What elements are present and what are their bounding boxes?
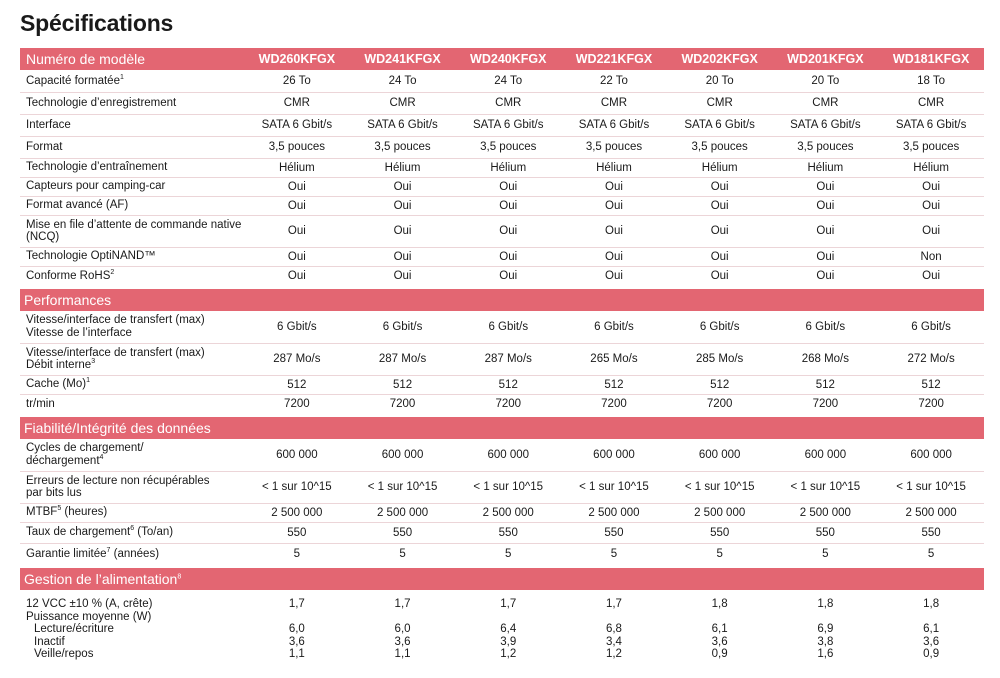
row-label <box>20 343 244 375</box>
model-name: WD181KFGX <box>878 48 984 70</box>
spec-value: SATA 6 Gbit/s <box>878 114 984 136</box>
power-value: 6,9 <box>817 623 834 636</box>
row-label-line2: déchargement <box>26 454 100 467</box>
spec-value: 5 <box>822 547 829 560</box>
spec-value: 512 <box>561 375 667 394</box>
row-label <box>20 375 244 394</box>
spec-value: 3,5 pouces <box>667 136 773 158</box>
spec-value: Oui <box>455 215 561 247</box>
row-label-text: Capteurs pour camping-car <box>26 180 166 193</box>
spec-value: Oui <box>561 196 667 215</box>
power-value: 6,1 <box>711 623 728 636</box>
power-values <box>773 590 879 661</box>
spec-value: Oui <box>816 269 835 282</box>
power-values <box>244 590 350 661</box>
row-label-text: Mise en file d’attente de commande native (NCQ) <box>26 218 242 243</box>
spec-row <box>20 247 984 266</box>
row-label <box>20 394 244 413</box>
power-value: 6,1 <box>923 623 940 636</box>
spec-value: 6 Gbit/s <box>667 311 773 343</box>
model-name: WD202KFGX <box>667 48 773 70</box>
row-label <box>20 247 244 266</box>
spec-value: 2 500 000 <box>878 503 984 522</box>
power-values <box>878 590 984 661</box>
spec-value: 287 Mo/s <box>350 343 456 375</box>
row-label <box>20 196 244 215</box>
spec-value: Hélium <box>773 158 879 177</box>
spec-value: Hélium <box>561 158 667 177</box>
spec-value: 3,5 pouces <box>244 136 350 158</box>
row-label-text: Interface <box>26 118 71 131</box>
row-label <box>20 136 244 158</box>
spec-row <box>20 114 984 136</box>
power-value: 1,8 <box>711 598 728 610</box>
spec-value: 285 Mo/s <box>667 343 773 375</box>
spec-value: 5 <box>293 547 301 560</box>
power-value: 3,4 <box>605 635 622 648</box>
spec-value: SATA 6 Gbit/s <box>667 114 773 136</box>
spec-value: CMR <box>878 92 984 114</box>
spec-value: 2 500 000 <box>773 503 879 522</box>
spec-value: 5 <box>399 547 406 560</box>
power-label: Veille/repos <box>34 648 94 661</box>
spec-value: 287 Mo/s <box>244 343 350 375</box>
spec-row <box>20 92 984 114</box>
spec-value: Oui <box>244 247 350 266</box>
spec-value: SATA 6 Gbit/s <box>455 114 561 136</box>
spec-value: Oui <box>244 196 350 215</box>
power-row <box>20 590 984 661</box>
model-name: WD260KFGX <box>244 48 350 70</box>
spec-value: Oui <box>773 215 879 247</box>
row-label <box>20 177 244 196</box>
power-value <box>561 611 667 624</box>
row-label-text: Technologie d’enregistrement <box>26 96 177 109</box>
model-header-row <box>20 48 984 70</box>
spec-value: 7200 <box>706 397 733 410</box>
spec-row <box>20 471 984 503</box>
spec-value: Oui <box>350 196 456 215</box>
spec-value: 600 000 <box>244 439 350 471</box>
spec-row <box>20 215 984 247</box>
spec-value: CMR <box>350 92 456 114</box>
section-header <box>20 417 984 439</box>
spec-value: 26 To <box>244 70 350 92</box>
footnote-marker: 1 <box>119 73 124 81</box>
row-label <box>20 114 244 136</box>
spec-value: 2 500 000 <box>561 503 667 522</box>
spec-value: Oui <box>773 247 879 266</box>
spec-value: 6 Gbit/s <box>773 311 879 343</box>
power-value: 3,8 <box>817 635 834 648</box>
row-label-text: Vitesse/interface de transfert (max) <box>26 346 205 359</box>
spec-value: 3,5 pouces <box>773 136 879 158</box>
power-value <box>878 611 984 624</box>
spec-value: 268 Mo/s <box>773 343 879 375</box>
spec-value: 2 500 000 <box>455 503 561 522</box>
spec-row <box>20 394 984 413</box>
power-labels <box>20 590 244 661</box>
power-value: 1,7 <box>288 598 305 610</box>
power-label: Inactif <box>34 635 65 648</box>
spec-value: Oui <box>922 269 941 282</box>
row-label-text: Format avancé (AF) <box>26 199 129 212</box>
spec-value: SATA 6 Gbit/s <box>773 114 879 136</box>
spec-value: 2 500 000 <box>350 503 456 522</box>
spec-value: Oui <box>561 247 667 266</box>
spec-value: 7200 <box>918 397 944 410</box>
power-value: 1,8 <box>923 598 940 610</box>
row-label-text: Technologie OptiNAND™ <box>26 250 156 263</box>
row-label-text: Vitesse/interface de transfert (max) <box>26 314 205 327</box>
spec-value: 6 Gbit/s <box>561 311 667 343</box>
spec-row <box>20 343 984 375</box>
power-value: 3,6 <box>923 635 940 648</box>
spec-row <box>20 311 984 343</box>
spec-value: 272 Mo/s <box>878 343 984 375</box>
power-value: 1,2 <box>605 648 622 661</box>
spec-value: 3,5 pouces <box>561 136 667 158</box>
power-value: 1,6 <box>817 648 834 661</box>
model-name: WD241KFGX <box>350 48 456 70</box>
page-title: Spécifications <box>20 10 174 36</box>
row-label <box>20 70 244 92</box>
spec-value: 265 Mo/s <box>561 343 667 375</box>
spec-value: 3,5 pouces <box>350 136 456 158</box>
footnote-marker: 6 <box>130 525 135 533</box>
power-value <box>667 611 773 624</box>
power-value: 1,1 <box>288 648 305 661</box>
spec-value: 512 <box>244 375 350 394</box>
spec-row <box>20 543 984 564</box>
spec-value: 7200 <box>601 397 627 410</box>
spec-value: 5 <box>716 547 723 560</box>
spec-value: 24 To <box>455 70 561 92</box>
section-title <box>20 289 984 311</box>
spec-value: Hélium <box>455 158 561 177</box>
spec-value: Oui <box>773 196 879 215</box>
row-label-text: tr/min <box>26 397 55 410</box>
power-value: 6,0 <box>394 623 411 636</box>
row-label <box>20 503 244 522</box>
power-value: 3,6 <box>394 635 411 648</box>
spec-value: Oui <box>667 215 773 247</box>
row-label-suffix: (années) <box>110 547 160 560</box>
section-title <box>20 417 984 439</box>
spec-value: Non <box>878 247 984 266</box>
spec-value: 512 <box>773 375 879 394</box>
power-value <box>773 611 879 624</box>
power-label: Puissance moyenne (W) <box>26 610 152 623</box>
spec-value: SATA 6 Gbit/s <box>350 114 456 136</box>
power-value <box>350 611 456 624</box>
spec-value: 7200 <box>812 397 839 410</box>
power-value: 0,9 <box>923 648 940 661</box>
model-name: WD221KFGX <box>561 48 667 70</box>
row-label-suffix: (To/an) <box>134 526 174 539</box>
section-title-text: Fiabilité/Intégrité des données <box>24 420 211 436</box>
spec-value: < 1 sur 10^15 <box>667 471 773 503</box>
spec-value: 600 000 <box>878 439 984 471</box>
spec-value: Oui <box>667 177 773 196</box>
spec-value: 6 Gbit/s <box>455 311 561 343</box>
spec-value: 600 000 <box>561 439 667 471</box>
spec-value: 512 <box>350 375 456 394</box>
row-label-text: Garantie limitée <box>26 547 107 560</box>
spec-value: Oui <box>455 196 561 215</box>
spec-value: SATA 6 Gbit/s <box>561 114 667 136</box>
row-label <box>20 522 244 543</box>
spec-value: Oui <box>244 177 350 196</box>
spec-table-body <box>20 48 984 661</box>
row-label-text: Format <box>26 140 63 153</box>
spec-value: Oui <box>350 247 456 266</box>
power-value: 1,7 <box>605 598 622 610</box>
spec-value: 7200 <box>389 397 416 410</box>
spec-value: 550 <box>350 522 456 543</box>
power-value: 1,7 <box>500 598 517 610</box>
power-values <box>667 590 773 661</box>
footnote-marker: 7 <box>106 546 111 554</box>
section-header <box>20 568 984 590</box>
spec-value: < 1 sur 10^15 <box>244 471 350 503</box>
spec-value: CMR <box>667 92 773 114</box>
row-label <box>20 543 244 564</box>
power-value: 0,9 <box>711 648 728 661</box>
spec-value: < 1 sur 10^15 <box>561 471 667 503</box>
spec-value: 600 000 <box>455 439 561 471</box>
spec-value: 7200 <box>495 397 522 410</box>
spec-value: 20 To <box>773 70 879 92</box>
power-value: 1,1 <box>394 648 411 661</box>
spec-value: Oui <box>878 196 984 215</box>
spec-value: SATA 6 Gbit/s <box>244 114 350 136</box>
row-label <box>20 266 244 285</box>
spec-value: 550 <box>244 522 350 543</box>
spec-row <box>20 196 984 215</box>
row-label-line2: Vitesse de l’interface <box>26 326 132 339</box>
spec-value: < 1 sur 10^15 <box>878 471 984 503</box>
power-value: 6,4 <box>500 623 517 636</box>
spec-value: Hélium <box>244 158 350 177</box>
spec-value: 600 000 <box>667 439 773 471</box>
spec-value: 5 <box>610 547 618 560</box>
footnote-marker: 5 <box>57 505 62 513</box>
spec-value: Oui <box>455 247 561 266</box>
spec-value: 20 To <box>667 70 773 92</box>
spec-value: CMR <box>773 92 879 114</box>
spec-value: Oui <box>605 269 623 282</box>
spec-value: Oui <box>667 247 773 266</box>
spec-value: 512 <box>455 375 561 394</box>
spec-value: 512 <box>878 375 984 394</box>
spec-row <box>20 158 984 177</box>
model-header-label: Numéro de modèle <box>20 48 244 70</box>
spec-value: 287 Mo/s <box>455 343 561 375</box>
row-label <box>20 92 244 114</box>
spec-value: 18 To <box>878 70 984 92</box>
section-title-text: Performances <box>24 292 112 308</box>
spec-value: 2 500 000 <box>667 503 773 522</box>
spec-value: 6 Gbit/s <box>878 311 984 343</box>
power-value: 1,8 <box>817 598 834 610</box>
spec-value: < 1 sur 10^15 <box>350 471 456 503</box>
row-label <box>20 158 244 177</box>
spec-value: CMR <box>561 92 667 114</box>
spec-row <box>20 439 984 471</box>
spec-value: 600 000 <box>350 439 456 471</box>
row-label <box>20 471 244 503</box>
spec-row <box>20 266 984 285</box>
spec-value: Oui <box>393 269 412 282</box>
spec-value: 550 <box>455 522 561 543</box>
spec-value: Hélium <box>878 158 984 177</box>
power-value <box>455 611 561 624</box>
spec-row <box>20 136 984 158</box>
row-label-text: Erreurs de lecture non récupérables <box>26 474 210 487</box>
spec-value: Hélium <box>350 158 456 177</box>
spec-value: Oui <box>244 215 350 247</box>
row-label-suffix: (heures) <box>61 506 108 519</box>
spec-value: 550 <box>561 522 667 543</box>
spec-value: 5 <box>927 547 935 560</box>
footnote-marker: 8 <box>177 573 182 581</box>
spec-value: 2 500 000 <box>244 503 350 522</box>
spec-value: Hélium <box>667 158 773 177</box>
section-title <box>20 568 984 590</box>
row-label-line2: Débit interne <box>26 359 92 371</box>
power-value: 6,0 <box>288 623 305 636</box>
power-value: 6,8 <box>605 623 622 636</box>
power-label: 12 VCC ±10 % (A, crête) <box>26 598 153 610</box>
model-name: WD240KFGX <box>455 48 561 70</box>
spec-value: Oui <box>350 215 456 247</box>
spec-value: CMR <box>244 92 350 114</box>
footnote-marker: 3 <box>91 358 96 366</box>
power-value <box>244 611 350 624</box>
spec-value: 7200 <box>284 397 310 410</box>
row-label-text: Conforme RoHS <box>26 269 111 282</box>
spec-value: 6 Gbit/s <box>350 311 456 343</box>
spec-value: < 1 sur 10^15 <box>455 471 561 503</box>
spec-value: Oui <box>667 196 773 215</box>
spec-value: 3,5 pouces <box>878 136 984 158</box>
row-label-text: Cycles de chargement/ <box>26 442 144 455</box>
spec-value: 512 <box>667 375 773 394</box>
power-value: 1,2 <box>500 648 517 661</box>
row-label-text: Capacité formatée <box>26 74 120 87</box>
spec-value: Oui <box>287 269 306 282</box>
power-label: Lecture/écriture <box>34 623 114 636</box>
spec-value: 6 Gbit/s <box>244 311 350 343</box>
row-label <box>20 311 244 343</box>
spec-value: 550 <box>773 522 879 543</box>
spec-value: Oui <box>878 215 984 247</box>
footnote-marker: 4 <box>99 453 104 461</box>
model-name: WD201KFGX <box>773 48 879 70</box>
spec-row <box>20 503 984 522</box>
spec-value: 550 <box>878 522 984 543</box>
row-label-line2: par bits lus <box>26 487 82 499</box>
spec-value: Oui <box>499 269 518 282</box>
power-value: 3,9 <box>500 635 517 648</box>
spec-value: 5 <box>505 547 512 560</box>
spec-row <box>20 522 984 543</box>
row-label-text: Cache (Mo) <box>26 378 87 391</box>
spec-table <box>20 48 984 661</box>
spec-row <box>20 375 984 394</box>
spec-value: Oui <box>561 215 667 247</box>
spec-value: 22 To <box>561 70 667 92</box>
power-values <box>350 590 456 661</box>
spec-value: Oui <box>710 269 729 282</box>
spec-value: 600 000 <box>773 439 879 471</box>
row-label-text: Taux de chargement <box>26 526 131 539</box>
row-label-text: Technologie d’entraînement <box>26 161 168 174</box>
power-values <box>455 590 561 661</box>
power-value: 3,6 <box>711 635 728 648</box>
section-header <box>20 289 984 311</box>
spec-value: 3,5 pouces <box>455 136 561 158</box>
spec-row <box>20 177 984 196</box>
row-label <box>20 215 244 247</box>
section-title-text: Gestion de l’alimentation <box>24 571 178 587</box>
spec-value: CMR <box>455 92 561 114</box>
power-value: 3,6 <box>288 635 305 648</box>
row-label-text: MTBF <box>26 506 58 519</box>
footnote-marker: 2 <box>110 268 115 276</box>
spec-value: < 1 sur 10^15 <box>773 471 879 503</box>
power-values <box>561 590 667 661</box>
spec-value: Oui <box>455 177 561 196</box>
power-value: 1,7 <box>394 598 411 610</box>
footnote-marker: 1 <box>86 377 90 385</box>
spec-value: Oui <box>350 177 456 196</box>
row-label <box>20 439 244 471</box>
spec-value: 24 To <box>350 70 456 92</box>
spec-value: Oui <box>773 177 879 196</box>
spec-value: Oui <box>878 177 984 196</box>
spec-value: 550 <box>667 522 773 543</box>
spec-row <box>20 70 984 92</box>
spec-value: Oui <box>561 177 667 196</box>
